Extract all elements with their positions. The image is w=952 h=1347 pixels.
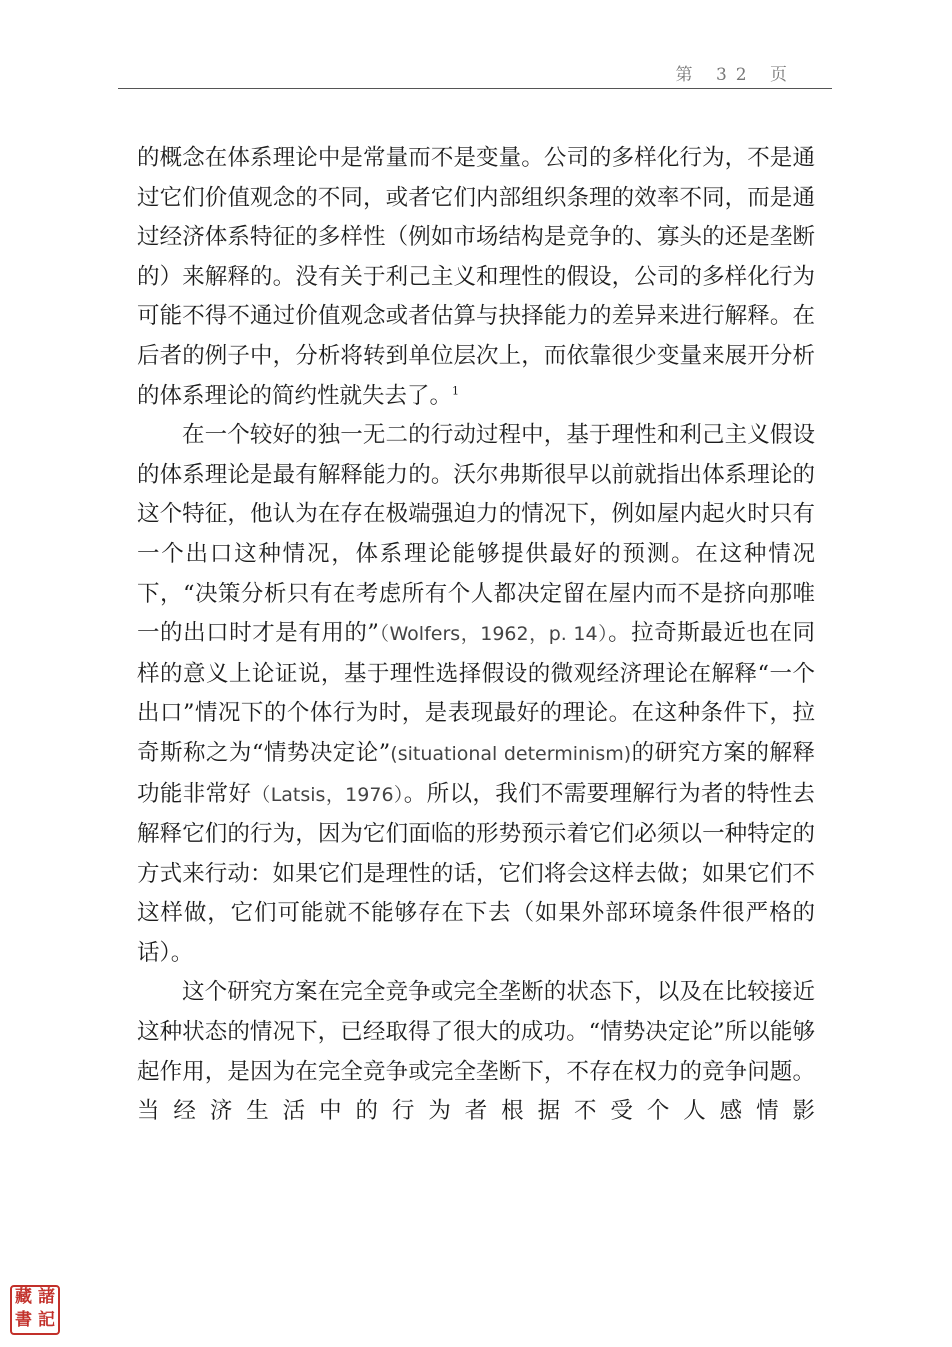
seal-stamp [10, 1285, 60, 1335]
paragraph-3-text: 这个研究方案在完全竞争或完全垄断的状态下，以及在比较接近这种状态的情况下，已经取得了很大的成功。“情势决定论”所以能够起作用，是因为在完全竞争或完全垄断下，不存在权力的竞争问题。当经济生活中的行为者根据不受个人感情影 [137, 979, 815, 1125]
paragraph-2 [137, 416, 815, 973]
term-situational-determinism: (situational determinism) [390, 742, 632, 765]
seal-char: 記 [38, 1310, 55, 1330]
page-header [118, 56, 832, 89]
seal-char: 藏 [15, 1287, 32, 1307]
seal-char: 諸 [38, 1287, 55, 1307]
paragraph-1 [137, 139, 815, 416]
paragraph-2-part-4: 。所以，我们不需要理解行为者的特性去解释它们的行为，因为它们面临的形势预示着它们必须以一种特定的方式来行动：如果它们是理性的话，它们将会这样去做；如果它们不这样做，它们可能就不能够存在下去（如果外部环境条件很严格的话）。 [137, 780, 815, 966]
paragraph-1-text: 的概念在体系理论中是常量而不是变量。公司的多样化行为，不是通过它们价值观念的不同，或者它们内部组织条理的效率不同，而是通过经济体系特征的多样性（例如市场结构是竞争的、寡头的还是垄断的）来解释的。没有关于利己主义和理性的假设，公司的多样化行为可能不得不通过价值观念或者估算与抉择能力的差异来进行解释。在后者的例子中，分析将转到单位层次上，而依靠很少变量来展开分析的体系理论的简约性就失去了。 [137, 145, 815, 409]
footnote-marker: 1 [452, 384, 460, 398]
citation-latsis: （Latsis，1976） [251, 783, 404, 806]
seal-char: 書 [15, 1310, 32, 1330]
body-text [137, 139, 815, 1132]
paragraph-2-part-2: 。拉奇斯最近也在同样的意义上论证说，基于理性选择假设的微观经济理论在解释“一个出口”情况下的个体行为时，是表现最好的理论。在这种条件下，拉奇斯称之为“情势决定论” [137, 620, 815, 766]
page-number: 第 32 页 [675, 65, 796, 85]
paragraph-2-part-3: 的研究方案的解释功能非常好 [137, 739, 815, 807]
paragraph-3 [137, 973, 815, 1131]
paragraph-2-part-1: 在一个较好的独一无二的行动过程中，基于理性和利己主义假设的体系理论是最有解释能力的。沃尔弗斯很早以前就指出体系理论的这个特征，他认为在存在极端强迫力的情况下，例如屋内起火时只有一个出口这种情况，体系理论能够提供最好的预测。在这种情况下，“决策分析只有在考虑所有个人都决定留在屋内而不是挤向那唯一的出口时才是有用的” [137, 422, 815, 647]
citation-wolfers: （Wolfers，1962，p. 14） [378, 623, 609, 646]
